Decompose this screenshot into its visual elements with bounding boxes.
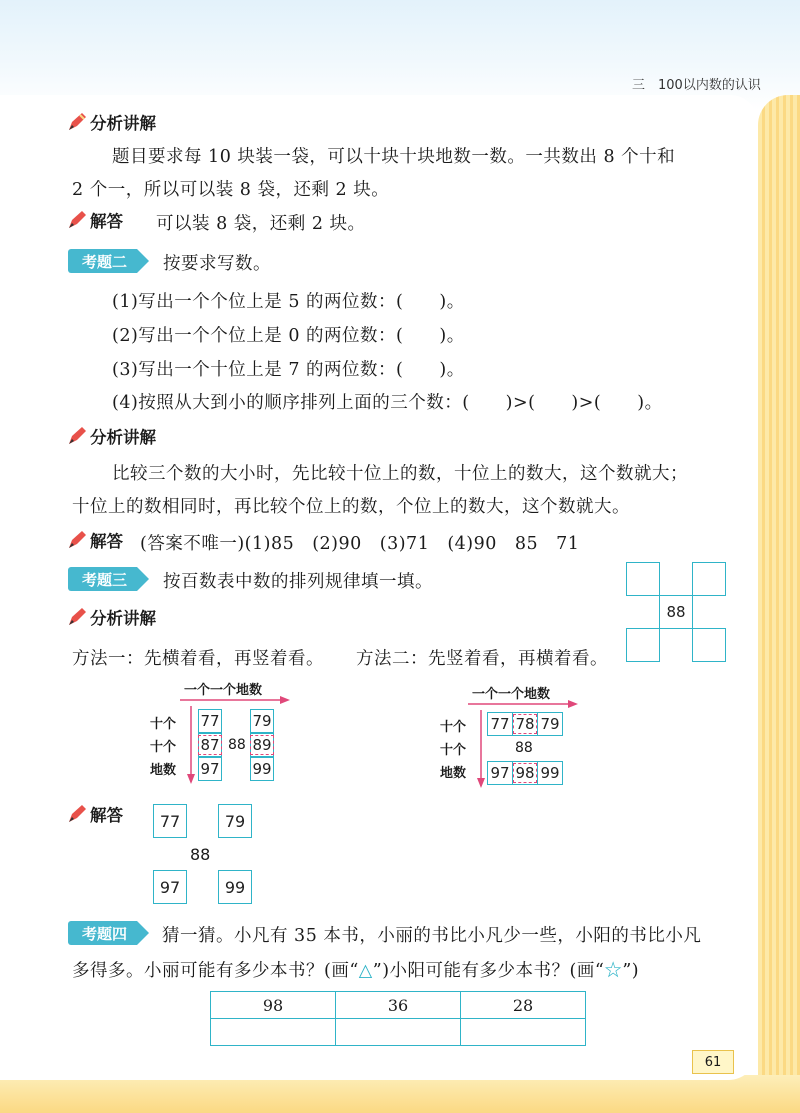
pencil-icon	[66, 803, 88, 825]
analysis-label-2: 分析讲解	[66, 424, 156, 448]
ans-cell-77: 77	[153, 804, 187, 838]
m1-side-note-1: 十个	[150, 717, 177, 732]
page-number: 61	[692, 1050, 734, 1074]
sec1-analysis-line1: 题目要求每 10 块装一袋，可以十块十块地数一数。一共数出 8 个十和	[112, 147, 676, 167]
puzzle-cell-tl[interactable]	[626, 562, 660, 596]
answer-label-text: 解答	[90, 212, 123, 231]
topic-badge-2: 考题二	[68, 248, 149, 274]
m1-cell-89: 89	[250, 733, 274, 757]
ans-cell-88: 88	[190, 845, 211, 864]
triangle-icon: △	[358, 961, 373, 981]
method2-text: 方法二：先竖着看，再横着看。	[356, 649, 608, 669]
table-mark-cell-1[interactable]	[211, 1019, 336, 1046]
m2-cell-79: 79	[537, 712, 563, 736]
m2-side-note-3: 地数	[440, 766, 467, 781]
m1-side-note-3: 地数	[150, 763, 177, 778]
m1-cell-97: 97	[198, 757, 222, 781]
puzzle-cell-tr[interactable]	[692, 562, 726, 596]
sec2-analysis-line1: 比较三个数的大小时，先比较十位上的数，十位上的数大，这个数就大；	[112, 464, 688, 484]
page-edge-right	[758, 95, 800, 1113]
chapter-header: 三 100以内数的认识	[632, 78, 761, 93]
puzzle-cell-br[interactable]	[692, 628, 726, 662]
m2-cell-88: 88	[515, 740, 533, 756]
pencil-icon	[66, 425, 88, 447]
m2-side-note-1: 十个	[440, 720, 467, 735]
table-cell-28: 28	[461, 992, 586, 1019]
star-icon: ☆	[604, 961, 623, 981]
m2-horizontal-arrow-icon	[468, 699, 578, 709]
m2-cell-77: 77	[487, 712, 513, 736]
ans-cell-79: 79	[218, 804, 252, 838]
analysis-label-1	[66, 110, 156, 134]
answer-label-1	[66, 208, 123, 232]
sec2-q4: (4)按照从大到小的顺序排列上面的三个数：( )>( )>( )。	[112, 393, 663, 413]
m1-vertical-arrow-icon	[186, 706, 196, 784]
sec2-q1: (1)写出一个个位上是 5 的两位数：( )。	[112, 292, 465, 312]
pencil-icon	[66, 209, 88, 231]
sec1-answer: 可以装 8 袋，还剩 2 块。	[156, 214, 366, 234]
table-row	[211, 992, 586, 1019]
sec2-analysis-line2: 十位上的数相同时，再比较个位上的数，个位上的数大，这个数就大。	[72, 497, 630, 517]
puzzle-cell-center: 88	[659, 595, 693, 629]
m2-side-note-2: 十个	[440, 743, 467, 758]
m2-cell-98: 98	[512, 761, 538, 785]
page-edge-bottom	[0, 1075, 800, 1113]
m1-arrow-note: 一个一个地数	[184, 683, 263, 698]
table-cell-36: 36	[336, 992, 461, 1019]
m1-cell-77: 77	[198, 709, 222, 733]
m1-side-note-2: 十个	[150, 740, 177, 755]
topic-badge-3: 考题三	[68, 566, 149, 592]
sec4-line1: 猜一猜。小凡有 35 本书，小丽的书比小凡少一些，小阳的书比小凡	[162, 926, 702, 946]
m2-cell-78: 78	[512, 712, 538, 736]
topic-badge-4: 考题四	[68, 920, 149, 946]
table-mark-cell-3[interactable]	[461, 1019, 586, 1046]
method1-text: 方法一：先横着看，再竖着看。	[72, 649, 324, 669]
sec2-answer: (答案不唯一)(1)85 (2)90 (3)71 (4)90 85 71	[140, 534, 580, 554]
sec4-line2: 多得多。小丽可能有多少本书？(画“△”)小阳可能有多少本书？(画“☆”)	[72, 961, 640, 981]
sec3-prompt: 按百数表中数的排列规律填一填。	[163, 572, 433, 592]
pencil-icon	[66, 606, 88, 628]
table-mark-cell-2[interactable]	[336, 1019, 461, 1046]
sec2-q2: (2)写出一个个位上是 0 的两位数：( )。	[112, 326, 465, 346]
sec2-q3: (3)写出一个十位上是 7 的两位数：( )。	[112, 360, 465, 380]
puzzle-cell-bl[interactable]	[626, 628, 660, 662]
m2-cell-97: 97	[487, 761, 513, 785]
m2-arrow-note: 一个一个地数	[472, 687, 551, 702]
answer-label-2: 解答	[66, 528, 123, 552]
answer-label-3: 解答	[66, 802, 123, 826]
ans-cell-99: 99	[218, 870, 252, 904]
table-row	[211, 1019, 586, 1046]
sec4-answer-table	[210, 991, 586, 1046]
m1-horizontal-arrow-icon	[180, 695, 290, 705]
pencil-icon	[66, 111, 88, 133]
ans-cell-97: 97	[153, 870, 187, 904]
sec2-prompt: 按要求写数。	[163, 254, 271, 274]
analysis-label-text: 分析讲解	[90, 114, 156, 133]
top-band	[0, 0, 800, 110]
m2-cell-99: 99	[537, 761, 563, 785]
analysis-label-3: 分析讲解	[66, 605, 156, 629]
m1-cell-88: 88	[228, 737, 246, 753]
table-cell-98: 98	[211, 992, 336, 1019]
pencil-icon	[66, 529, 88, 551]
m1-cell-99: 99	[250, 757, 274, 781]
m1-cell-87: 87	[198, 733, 222, 757]
m2-vertical-arrow-icon	[476, 710, 486, 788]
sec1-analysis-line2: 2 个一，所以可以装 8 袋，还剩 2 块。	[72, 180, 390, 200]
m1-cell-79: 79	[250, 709, 274, 733]
